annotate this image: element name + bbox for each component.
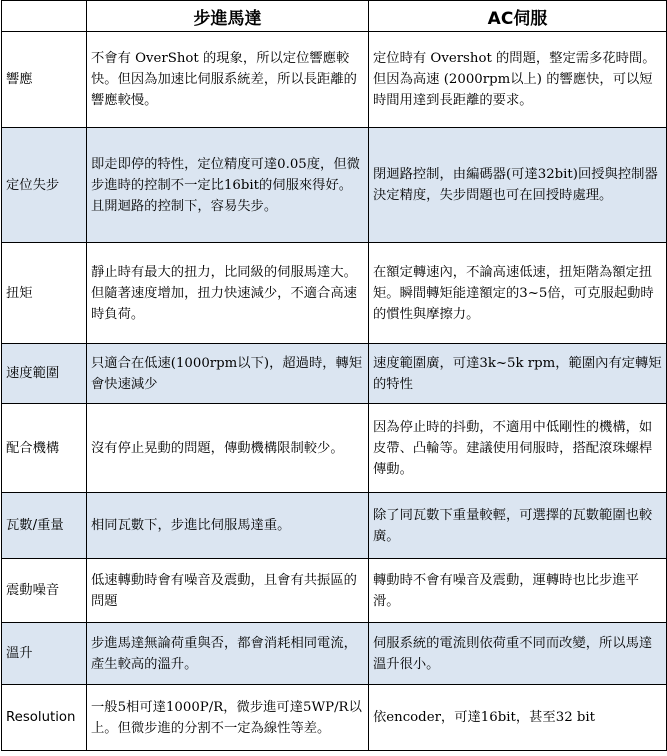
table-row [2,559,667,623]
servo-cell: 因為停止時的抖動，不適用中低剛性的機構，如皮帶、凸輪等。建議使用伺服時，搭配滾珠螺桿傳動。 [369,404,667,493]
stepper-cell: 靜止時有最大的扭力，比同級的伺服馬達大。但隨著速度增加，扭力快速減少，不適合高速時負荷。 [87,243,369,344]
row-label: Resolution [2,685,87,751]
row-label: 配合機構 [2,404,87,493]
header-servo: AC伺服 [369,1,667,32]
servo-cell: 閉迴路控制，由編碼器(可達32bit)回授與控制器決定精度，失步問題也可在回授時處理。 [369,128,667,243]
table-row [2,32,667,128]
row-label: 響應 [2,32,87,128]
stepper-cell: 不會有 OverShot 的現象，所以定位響應較快。但因為加速比伺服系統差，所以長距離的響應較慢。 [87,32,369,128]
row-label: 震動噪音 [2,559,87,623]
stepper-cell: 沒有停止晃動的問題，傳動機構限制較少。 [87,404,369,493]
servo-cell: 定位時有 Overshot 的問題，整定需多花時間。但因為高速 (2000rpm以上) 的響應快，可以短時間用達到長距離的要求。 [369,32,667,128]
header-stepper: 步進馬達 [87,1,369,32]
table-row [2,344,667,404]
stepper-cell: 只適合在低速(1000rpm以下)，超過時，轉矩會快速減少 [87,344,369,404]
header-corner [2,1,87,32]
servo-cell: 依encoder，可達16bit，甚至32 bit [369,685,667,751]
stepper-cell: 即走即停的特性，定位精度可達0.05度，但微步進時的控制不一定比16bit的伺服來得好。且開迴路的控制下，容易失步。 [87,128,369,243]
row-label: 扭矩 [2,243,87,344]
row-label: 定位失步 [2,128,87,243]
table-row [2,493,667,559]
servo-cell: 轉動時不會有噪音及震動，運轉時也比步進平滑。 [369,559,667,623]
stepper-cell: 步進馬達無論荷重與否，都會消耗相同電流，產生較高的溫升。 [87,623,369,685]
table-row [2,243,667,344]
table-row [2,685,667,751]
stepper-cell: 低速轉動時會有噪音及震動，且會有共振區的問題 [87,559,369,623]
servo-cell: 除了同瓦數下重量較輕，可選擇的瓦數範圍也較廣。 [369,493,667,559]
row-label: 瓦數/重量 [2,493,87,559]
servo-cell: 伺服系統的電流則依荷重不同而改變，所以馬達溫升很小。 [369,623,667,685]
servo-cell: 在額定轉速內，不論高速低速，扭矩階為額定扭矩。瞬間轉矩能達額定的3~5倍，可克服起動時的慣性與摩擦力。 [369,243,667,344]
header-row [2,1,667,32]
table-row [2,404,667,493]
table-row [2,128,667,243]
row-label: 溫升 [2,623,87,685]
comparison-table [1,0,667,751]
table-row [2,623,667,685]
stepper-cell: 相同瓦數下，步進比伺服馬達重。 [87,493,369,559]
stepper-cell: 一般5相可達1000P/R，微步進可達5WP/R以上。但微步進的分割不一定為線性等差。 [87,685,369,751]
servo-cell: 速度範圍廣，可達3k~5k rpm，範圍內有定轉矩的特性 [369,344,667,404]
row-label: 速度範圍 [2,344,87,404]
